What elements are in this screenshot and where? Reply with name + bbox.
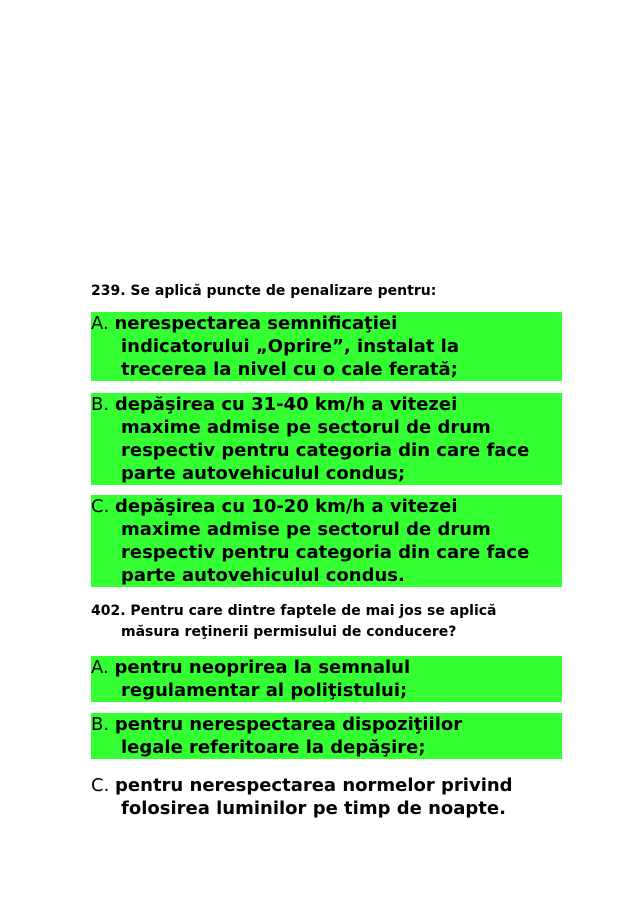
answer-239-c xyxy=(91,495,562,587)
answer-line: respectiv pentru categoria din care face xyxy=(121,440,530,461)
answer-line: folosirea luminilor pe timp de noapte. xyxy=(121,798,506,819)
answer-letter: A. xyxy=(91,313,109,334)
answer-line: depăşirea cu 10-20 km/h a vitezei xyxy=(115,496,458,517)
answer-line: nerespectarea semnificaţiei xyxy=(114,313,398,334)
answer-line: maxime admise pe sectorul de drum xyxy=(121,417,491,438)
answer-402-c xyxy=(91,774,562,820)
answer-line: respectiv pentru categoria din care face xyxy=(121,542,530,563)
answer-402-b xyxy=(91,713,562,759)
question-239-prompt xyxy=(91,281,562,302)
answer-letter: B. xyxy=(91,394,110,415)
answer-line: parte autovehiculul condus. xyxy=(121,565,405,586)
answer-239-a xyxy=(91,312,562,381)
question-402-prompt xyxy=(91,601,562,643)
answer-line: pentru neoprirea la semnalul xyxy=(114,657,411,678)
answer-239-b xyxy=(91,393,562,485)
answer-line: indicatorului „Oprire”, instalat la xyxy=(121,336,459,357)
answer-line: parte autovehiculul condus; xyxy=(121,463,406,484)
answer-letter: C. xyxy=(91,775,110,796)
answer-line: depăşirea cu 31-40 km/h a vitezei xyxy=(114,394,458,415)
answer-line: pentru nerespectarea dispoziţiilor xyxy=(114,714,463,735)
answer-line: trecerea la nivel cu o cale ferată; xyxy=(121,359,458,380)
answer-line: legale referitoare la depăşire; xyxy=(121,737,426,758)
question-prompt-line: 402. Pentru care dintre faptele de mai jos se aplică xyxy=(91,603,497,619)
answer-402-a xyxy=(91,656,562,702)
answer-line: pentru nerespectarea normelor privind xyxy=(115,775,513,796)
question-prompt-line: măsura reţinerii permisului de conducere? xyxy=(121,624,457,640)
answer-line: maxime admise pe sectorul de drum xyxy=(121,519,491,540)
answer-letter: A. xyxy=(91,657,109,678)
answer-letter: C. xyxy=(91,496,110,517)
answer-line: regulamentar al poliţistului; xyxy=(121,680,408,701)
answer-letter: B. xyxy=(91,714,110,735)
question-prompt-line: 239. Se aplică puncte de penalizare pentru: xyxy=(91,283,437,299)
